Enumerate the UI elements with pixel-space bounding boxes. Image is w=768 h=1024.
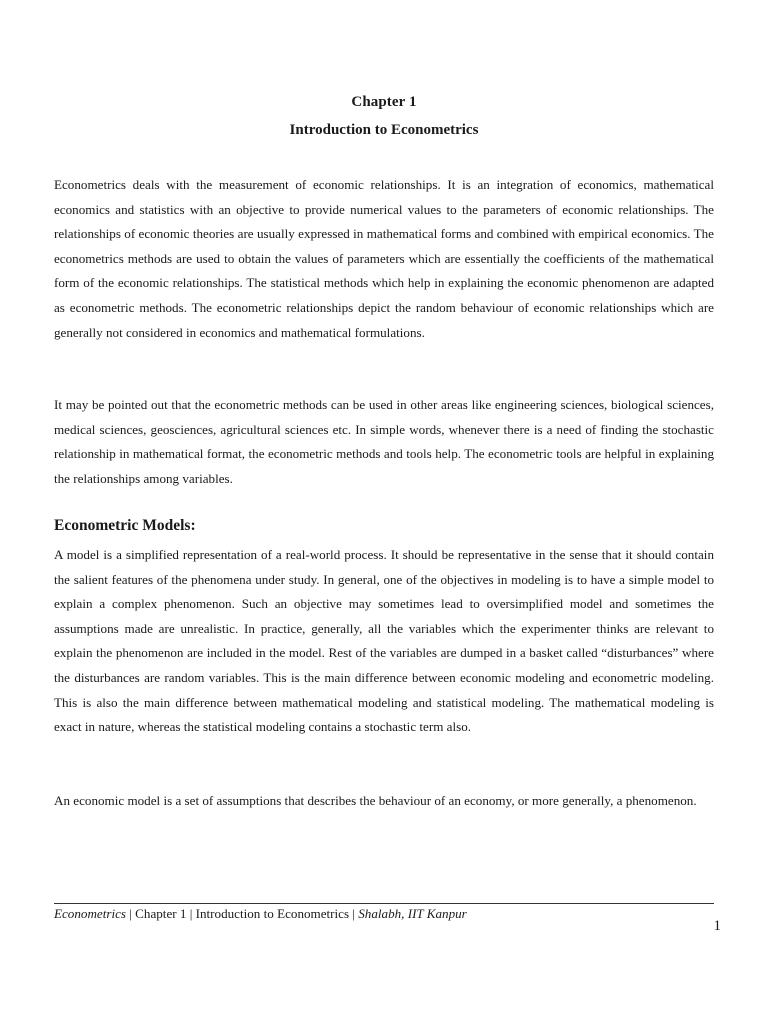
footer-divider [54,903,714,904]
footer-author: Shalabh, IIT Kanpur [358,906,467,921]
page-number: 1 [713,918,721,934]
footer-separator: | [126,906,136,921]
intro-paragraph-2: It may be pointed out that the econometric methods can be used in other areas like engineering sciences, biological sciences, medical sciences, geosciences, agricultural sciences etc. In simple words, whenever there is a need of finding the stochastic relationship in mathematical format, the econometric methods and tools help. The econometric tools are helpful in explaining the relationships among variables. [54,397,714,486]
section-heading: Econometric Models: [54,517,196,534]
footer-chapter-title: Introduction to Econometrics [195,906,350,921]
footer-chapter: Chapter 1 [135,906,187,921]
footer-separator: | [186,906,196,921]
footer-course: Econometrics [54,906,126,921]
chapter-label: Chapter 1 [351,94,417,110]
footer-separator: | [349,906,359,921]
models-paragraph-2: An economic model is a set of assumptions that describes the behaviour of an economy, or more generally, a phenomenon. [54,793,697,808]
chapter-title: Introduction to Econometrics [289,122,479,138]
page-footer [54,905,467,923]
models-paragraph-1: A model is a simplified representation of a real-world process. It should be representative in the sense that it should contain the salient features of the phenomena under study. In general, one of the objectives in modeling is to have a simple model to explain a complex phenomenon. Such an objective may sometimes lead to oversimplified model and sometimes the assumptions made are unrealistic. In practice, generally, all the variables which the experimenter thinks are relevant to explain the phenomenon are included in the model. Rest of the variables are dumped in a basket called “disturbances” where the disturbances are random variables. This is the main difference between economic modeling and econometric modeling. This is also the main difference between mathematical modeling and statistical modeling. The mathematical modeling is exact in nature, whereas the statistical modeling contains a stochastic term also. [54,547,714,735]
intro-paragraph-1: Econometrics deals with the measurement of economic relationships. It is an integration of economics, mathematical economics and statistics with an objective to provide numerical values to the parameters of economic relationships. The relationships of economic theories are usually expressed in mathematical forms and combined with empirical economics. The econometrics methods are used to obtain the values of parameters which are essentially the coefficients of the mathematical form of the economic relationships. The statistical methods which help in explaining the economic phenomenon are adapted as econometric methods. The econometric relationships depict the random behaviour of economic relationships which are generally not considered in economics and mathematical formulations. [54,177,714,340]
